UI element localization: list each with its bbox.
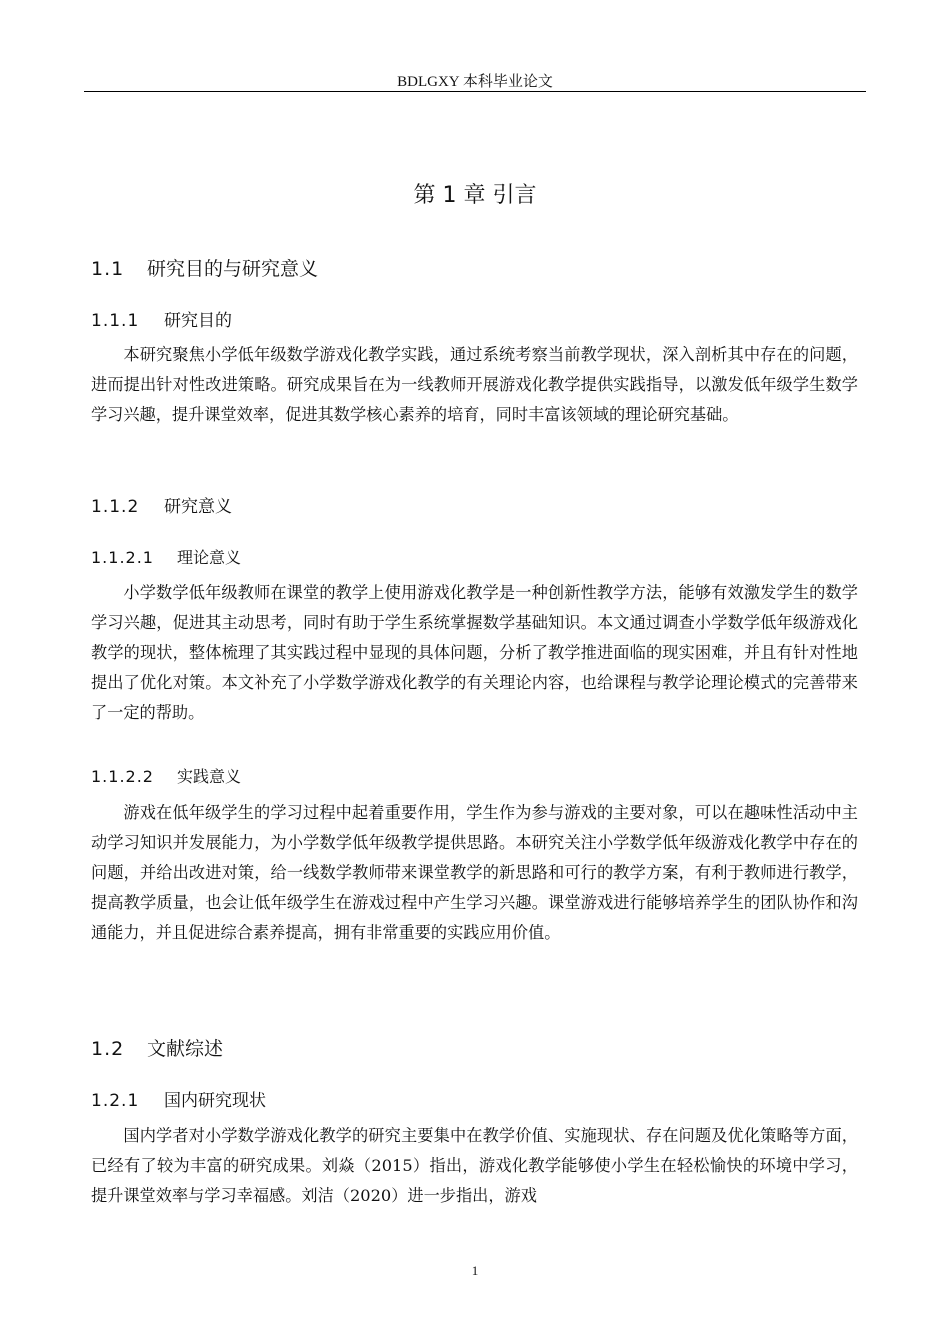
section-title: 实践意义: [177, 767, 242, 786]
section-title: 研究目的: [164, 311, 232, 331]
paragraph-practical-significance: 游戏在低年级学生的学习过程中起着重要作用，学生作为参与游戏的主要对象，可以在趣味性活动中主动学习知识并发展能力，为小学数学低年级教学提供思路。本研究关注小学数学低年级游戏化教学中存在的问题，并给出改进对策，给一线数学教师带来课堂教学的新思路和可行的教学方案，有利于教师进行教学，提高教学质量，也会让低年级学生在游戏过程中产生学习兴趣。课堂游戏进行能够培养学生的团队协作和沟通能力，并且促进综合素养提高，拥有非常重要的实践应用价值。: [91, 803, 858, 942]
running-header: BDLGXY 本科毕业论文: [397, 74, 553, 90]
section-number: 1.2: [91, 1038, 125, 1060]
section-number: 1.1.2: [91, 497, 140, 517]
section-title: 文献综述: [147, 1038, 224, 1060]
section-title: 国内研究现状: [164, 1091, 266, 1111]
header-rule: [84, 91, 866, 92]
paragraph-theoretical-significance: 小学数学低年级教师在课堂的教学上使用游戏化教学是一种创新性教学方法，能够有效激发学生的数学学习兴趣，促进其主动思考，同时有助于学生系统掌握数学基础知识。本文通过调查小学数学低年级游戏化教学的现状，整体梳理了其实践过程中显现的具体问题，分析了教学推进面临的现实困难，并且有针对性地提出了优化对策。本文补充了小学数学游戏化教学的有关理论内容，也给课程与教学论理论模式的完善带来了一定的帮助。: [91, 583, 858, 722]
paragraph-domestic-research: 国内学者对小学数学游戏化教学的研究主要集中在教学价值、实施现状、存在问题及优化策略等方面，已经有了较为丰富的研究成果。刘焱（2015）指出，游戏化教学能够使小学生在轻松愉快的环境中学习，提升课堂效率与学习幸福感。刘洁（2020）进一步指出，游戏: [91, 1126, 858, 1205]
section-number: 1.1.1: [91, 311, 140, 331]
paragraph-research-purpose: 本研究聚焦小学低年级数学游戏化教学实践，通过系统考察当前教学现状，深入剖析其中存在的问题，进而提出针对性改进策略。研究成果旨在为一线教师开展游戏化教学提供实践指导，以激发低年级学生数学学习兴趣，提升课堂效率，促进其数学核心素养的培育，同时丰富该领域的理论研究基础。: [91, 345, 858, 424]
section-number: 1.2.1: [91, 1091, 140, 1111]
section-title: 理论意义: [177, 548, 242, 567]
section-heading-1-1: [91, 254, 318, 281]
section-number: 1.1.2.1: [91, 548, 154, 567]
section-heading-1-1-2: [91, 492, 232, 517]
page-number: 1: [471, 1263, 479, 1278]
section-title: 研究目的与研究意义: [147, 258, 319, 280]
section-heading-1-1-2-2: [91, 764, 241, 787]
section-heading-1-1-1: [91, 306, 232, 331]
section-heading-1-2: [91, 1034, 223, 1061]
section-number: 1.1: [91, 258, 125, 280]
chapter-title: 第 1 章 引言: [413, 183, 537, 208]
section-heading-1-2-1: [91, 1086, 266, 1111]
section-heading-1-1-2-1: [91, 545, 241, 568]
section-title: 研究意义: [164, 497, 232, 517]
section-number: 1.1.2.2: [91, 767, 154, 786]
